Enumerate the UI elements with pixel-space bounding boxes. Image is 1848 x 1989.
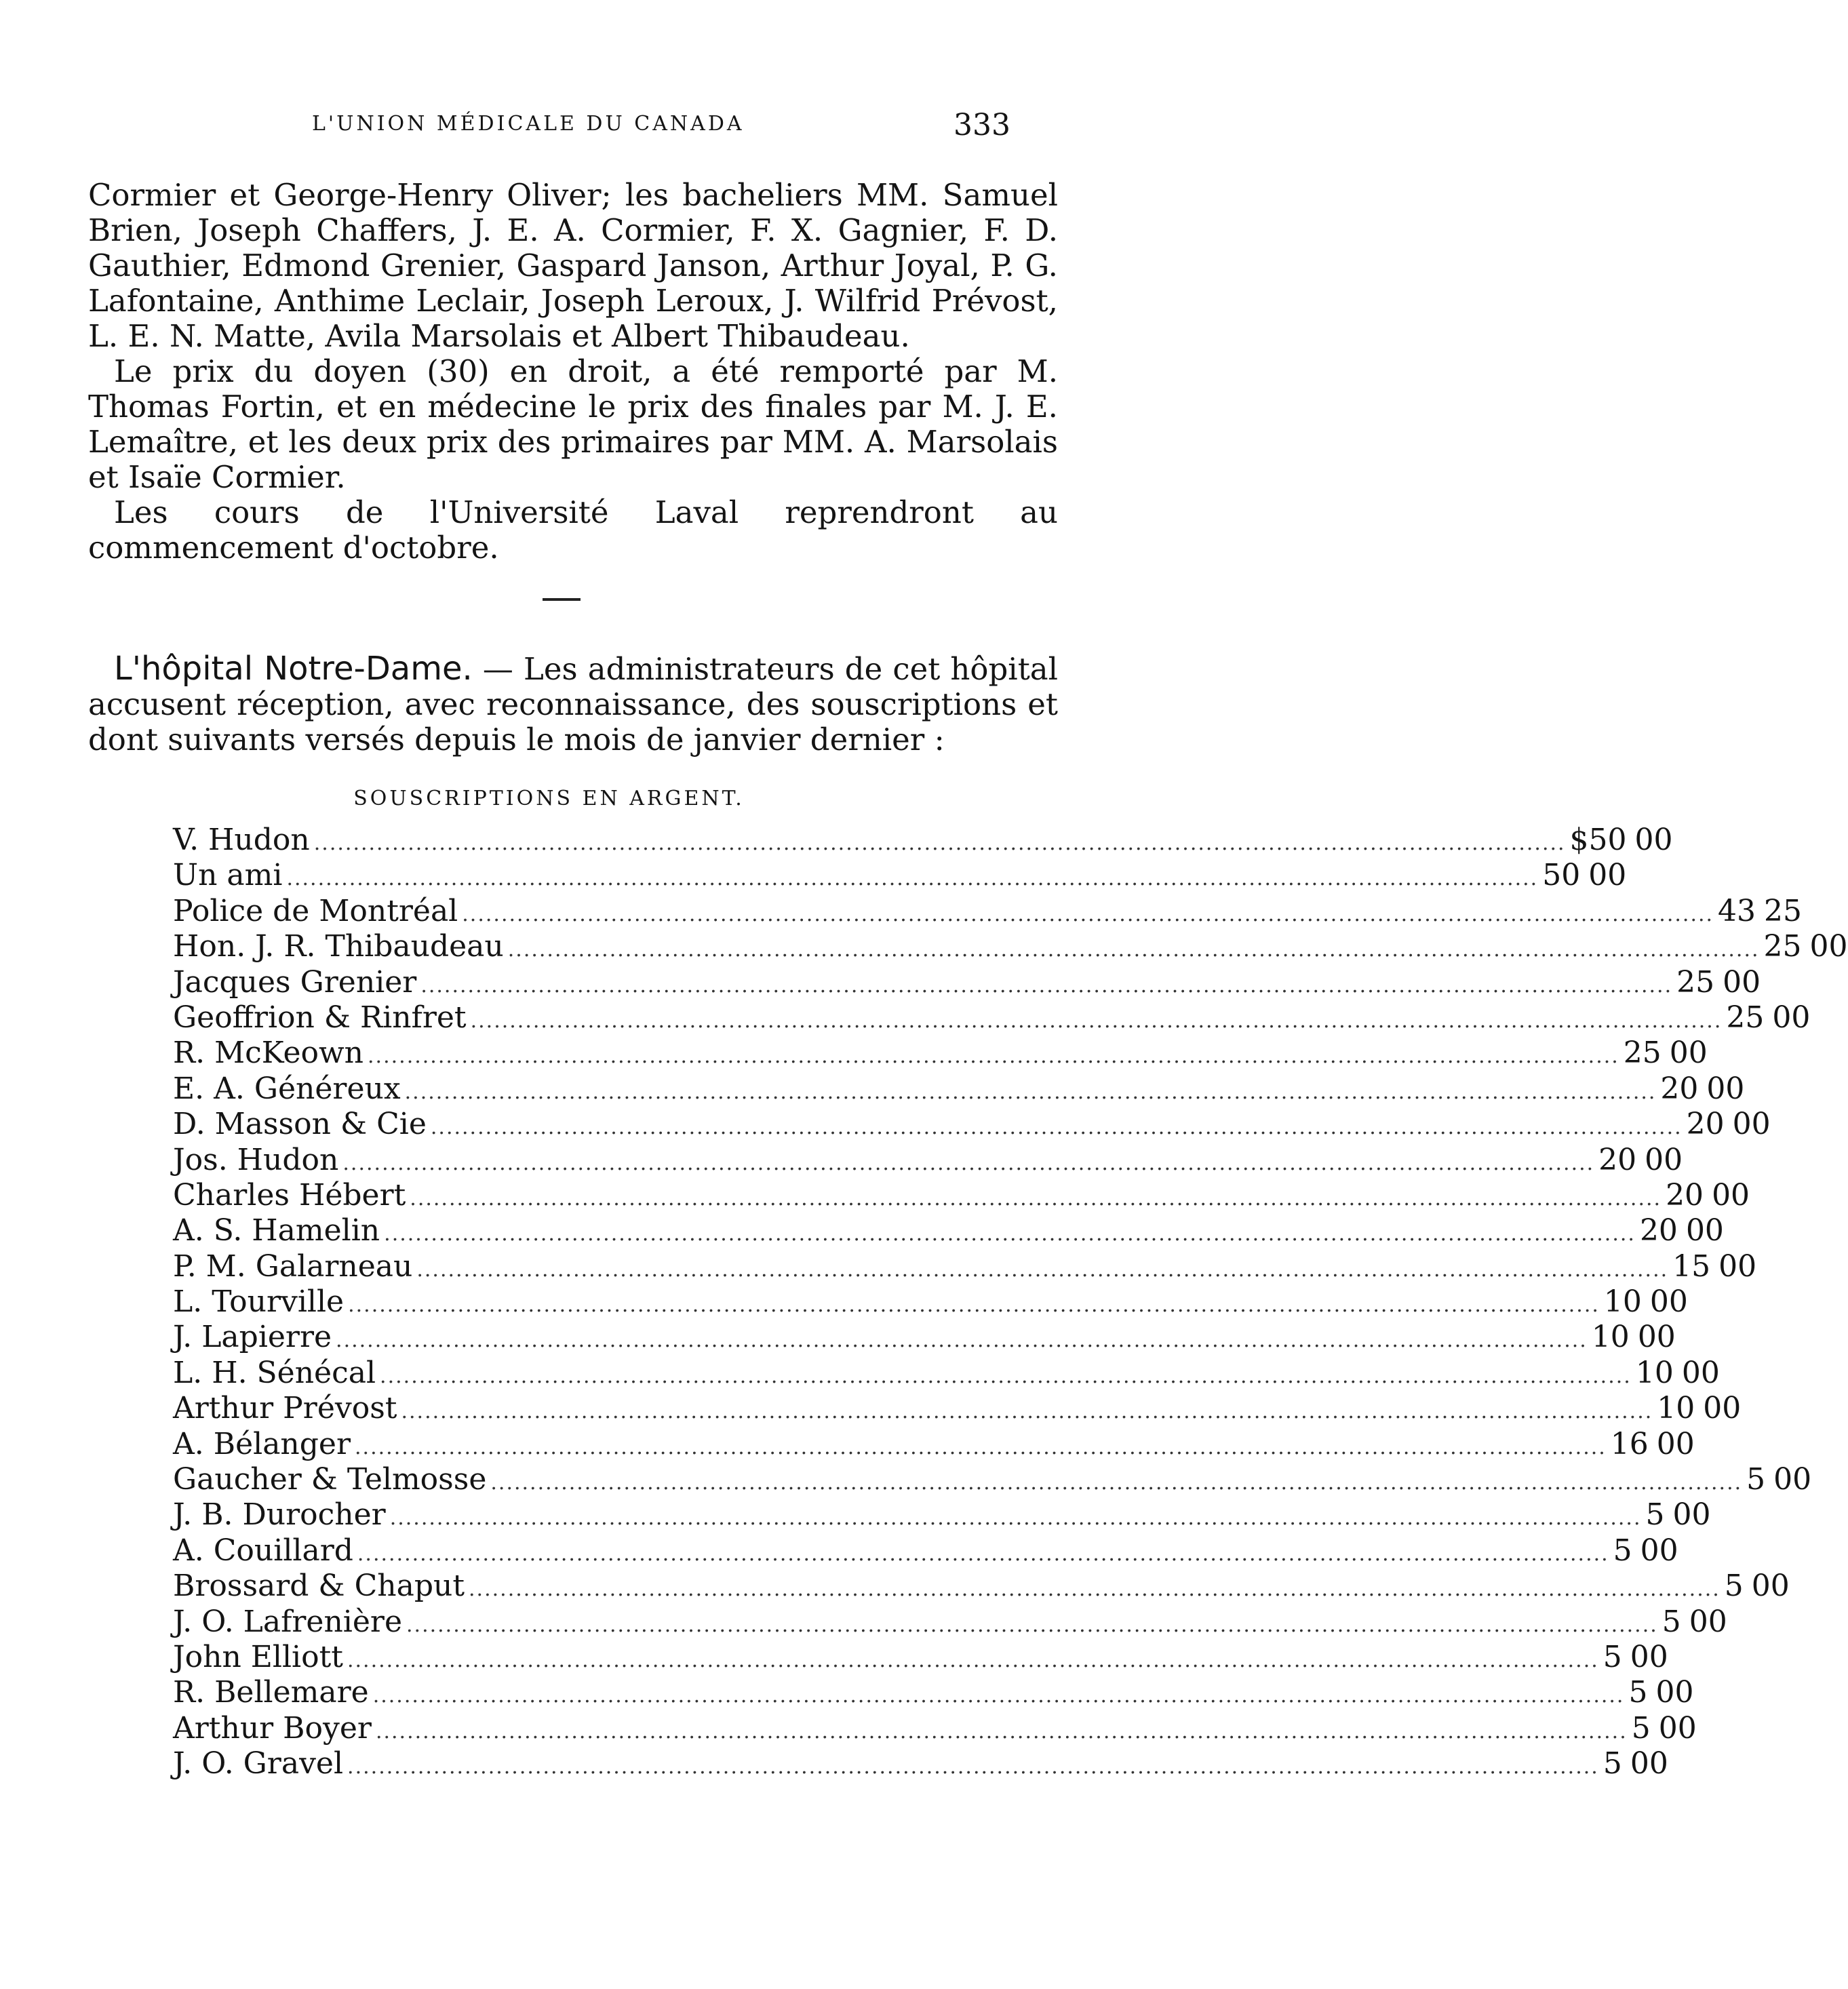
subscription-row	[173, 1426, 1695, 1462]
amount-cents: 00	[1681, 1355, 1720, 1390]
paragraph: Les cours de l'Université Laval reprendront au commencement d'octobre.	[88, 494, 1058, 566]
subscriber-name: E. A. Généreux	[173, 1071, 401, 1106]
amount-cents: 00	[1630, 1639, 1668, 1674]
amount-dollars: 10	[1603, 1284, 1642, 1320]
dot-leader: ................................................................................................................................................................	[410, 1186, 1662, 1210]
amount-cents: 00	[1718, 1248, 1757, 1284]
amount-dollars: 10	[1657, 1391, 1695, 1426]
subscription-row	[173, 893, 1803, 929]
amount-dollars: 25	[1623, 1036, 1662, 1071]
amount-dollars: 5	[1613, 1533, 1632, 1568]
subscription-row	[173, 1746, 1668, 1781]
paragraph: Cormier et George-Henry Oliver; les bacheliers MM. Samuel Brien, Joseph Chaffers, J. E. A. Cormier, F. X. Gagnier, F. D. Gauthier, Edmond Grenier, Gaspard Janson, Arthur Joyal, P. G. Lafontaine, Anthime Leclair, Joseph Leroux, J. Wilfrid Prévost, L. E. N. Matte, Avila Marsolais et Albert Thibaudeau.	[88, 177, 1058, 354]
subscriber-name: Arthur Prévost	[173, 1391, 397, 1426]
amount-cents: 00	[1640, 1533, 1678, 1568]
amount-cents: 00	[1685, 1213, 1724, 1248]
amount-dollars: 16	[1610, 1426, 1649, 1461]
subscriber-name: Brossard & Chaput	[173, 1569, 465, 1604]
dot-leader: ................................................................................................................................................................	[401, 1400, 1653, 1424]
amount-dollars: $50	[1569, 823, 1627, 857]
amount-cents: 00	[1672, 1497, 1711, 1533]
amount-dollars: 5	[1724, 1569, 1744, 1604]
subscription-row	[173, 1071, 1745, 1107]
amount-dollars: 5	[1662, 1604, 1681, 1639]
dot-leader: ................................................................................................................................................................	[462, 902, 1714, 926]
amount-cents: 25	[1764, 893, 1803, 928]
amount-cents: 00	[1645, 1142, 1683, 1177]
amount-dollars: 20	[1666, 1177, 1704, 1213]
dot-leader: ................................................................................................................................................................	[336, 1328, 1588, 1353]
subscriber-name: A. Bélanger	[173, 1426, 351, 1461]
amount-dollars: 25	[1763, 929, 1802, 964]
subscriber-name: Charles Hébert	[173, 1177, 406, 1213]
dot-leader: ................................................................................................................................................................	[389, 1506, 1642, 1531]
subscription-row	[173, 1000, 1811, 1036]
subscriber-name: L. Tourville	[173, 1284, 345, 1320]
dot-leader: ................................................................................................................................................................	[420, 973, 1673, 998]
running-header	[88, 108, 1010, 146]
dot-leader: ................................................................................................................................................................	[286, 867, 1539, 891]
subscription-row	[173, 1320, 1676, 1355]
dot-leader: ................................................................................................................................................................	[355, 1435, 1607, 1459]
subscription-row	[173, 858, 1627, 893]
subscriber-name: A. Couillard	[173, 1533, 353, 1568]
section-divider	[543, 598, 581, 601]
subscription-row	[173, 1355, 1720, 1391]
amount-dollars: 10	[1591, 1320, 1630, 1355]
amount-cents: 00	[1630, 1746, 1668, 1781]
amount-dollars: 25	[1676, 964, 1715, 1000]
subscriber-name: Un ami	[173, 858, 283, 893]
amount-dollars: 20	[1639, 1213, 1678, 1248]
hospital-section	[88, 651, 1058, 757]
amount-cents: 00	[1588, 858, 1627, 893]
amount-cents: 00	[1772, 1000, 1811, 1035]
subscription-row	[173, 1213, 1724, 1248]
dot-leader: ................................................................................................................................................................	[380, 1364, 1632, 1388]
subscriber-name: J. B. Durocher	[173, 1497, 386, 1533]
dot-leader: ................................................................................................................................................................	[490, 1471, 1743, 1495]
section-title: L'hôpital Notre-Dame.	[114, 650, 473, 688]
subscription-row	[173, 929, 1848, 964]
dot-leader: ................................................................................................................................................................	[507, 938, 1760, 962]
amount-dollars: 20	[1686, 1107, 1725, 1142]
subscription-row	[173, 1391, 1742, 1426]
amount-dollars: 5	[1628, 1675, 1648, 1710]
dot-leader: ................................................................................................................................................................	[470, 1008, 1723, 1033]
dot-leader: ................................................................................................................................................................	[430, 1116, 1683, 1140]
subscriber-name: J. O. Lafrenière	[173, 1604, 402, 1639]
amount-dollars: 43	[1718, 893, 1756, 928]
subscriber-name: Arthur Boyer	[173, 1710, 372, 1746]
dot-leader: ................................................................................................................................................................	[342, 1151, 1595, 1175]
subscriber-name: A. S. Hamelin	[173, 1213, 380, 1248]
journal-title: L'UNION MÉDICALE DU CANADA	[312, 112, 745, 136]
amount-cents: 00	[1751, 1569, 1790, 1604]
amount-cents: 00	[1669, 1036, 1708, 1071]
subscription-row	[173, 1107, 1771, 1142]
dot-leader: ................................................................................................................................................................	[404, 1080, 1657, 1104]
subscription-row	[173, 964, 1761, 1000]
paragraph: Le prix du doyen (30) en droit, a été remporté par M. Thomas Fortin, et en médecine le prix des finales par M. J. E. Lemaître, et les deux prix des primaires par MM. A. Marsolais et Isaïe Cormier.	[88, 353, 1058, 495]
amount-cents: 00	[1712, 1177, 1750, 1213]
amount-cents: 00	[1723, 964, 1761, 1000]
subscription-row	[173, 823, 1673, 858]
amount-cents: 00	[1773, 1462, 1812, 1497]
amount-dollars: 15	[1672, 1248, 1711, 1284]
section-text: — Les administrateurs de cet hôpital accusent réception, avec reconnaissance, des souscriptions et dont suivants versés depuis le mois de janvier dernier :	[88, 651, 1059, 757]
subscription-row	[173, 1284, 1688, 1320]
subscription-row	[173, 1142, 1683, 1178]
amount-cents: 00	[1655, 1675, 1694, 1710]
amount-dollars: 10	[1635, 1355, 1674, 1390]
subscription-row	[173, 1710, 1697, 1746]
subscriber-name: P. M. Galarneau	[173, 1248, 413, 1284]
subscriber-name: L. H. Sénécal	[173, 1355, 376, 1390]
subscription-row	[173, 1497, 1711, 1533]
subscriber-name: John Elliott	[173, 1639, 343, 1674]
dot-leader: ................................................................................................................................................................	[348, 1293, 1600, 1318]
amount-cents: 00	[1658, 1710, 1697, 1746]
amount-cents: 00	[1809, 929, 1848, 964]
subscription-row	[173, 1533, 1678, 1569]
subscriber-name: Geoffrion & Rinfret	[173, 1000, 467, 1035]
subscription-row	[173, 1036, 1708, 1071]
subscriber-name: Jos. Hudon	[173, 1142, 339, 1177]
amount-dollars: 20	[1598, 1142, 1637, 1177]
subscriber-name: V. Hudon	[173, 823, 310, 857]
amount-cents: 00	[1689, 1604, 1727, 1639]
amount-cents: 00	[1637, 1320, 1676, 1355]
amount-dollars: 5	[1746, 1462, 1766, 1497]
amount-cents: 00	[1634, 823, 1673, 857]
subscription-row	[173, 1248, 1757, 1284]
amount-cents: 00	[1732, 1107, 1771, 1142]
dot-leader: ................................................................................................................................................................	[347, 1755, 1599, 1779]
dot-leader: ................................................................................................................................................................	[347, 1648, 1599, 1672]
amount-dollars: 25	[1726, 1000, 1765, 1035]
subscriber-name: Hon. J. R. Thibaudeau	[173, 929, 504, 964]
subscription-list	[173, 823, 1848, 1782]
subscriber-name: Jacques Grenier	[173, 964, 417, 1000]
dot-leader: ................................................................................................................................................................	[384, 1222, 1636, 1246]
amount-dollars: 5	[1645, 1497, 1665, 1533]
subscription-row	[173, 1177, 1750, 1213]
amount-cents: 00	[1656, 1426, 1695, 1461]
subscriber-name: J. Lapierre	[173, 1320, 332, 1355]
dot-leader: ................................................................................................................................................................	[313, 831, 1566, 855]
subscription-row	[173, 1604, 1727, 1640]
page-number: 333	[954, 108, 1010, 142]
subscription-row	[173, 1639, 1668, 1675]
amount-dollars: 50	[1542, 858, 1581, 893]
subscriber-name: R. McKeown	[173, 1036, 364, 1071]
dot-leader: ................................................................................................................................................................	[368, 1044, 1619, 1069]
dot-leader: ................................................................................................................................................................	[357, 1541, 1609, 1566]
subscription-row	[173, 1462, 1812, 1497]
subscription-row	[173, 1675, 1694, 1710]
subscriber-name: J. O. Gravel	[173, 1746, 344, 1781]
amount-dollars: 5	[1603, 1746, 1622, 1781]
amount-cents: 00	[1703, 1391, 1742, 1426]
dot-leader: ................................................................................................................................................................	[406, 1613, 1658, 1637]
amount-cents: 00	[1706, 1071, 1745, 1106]
dot-leader: ................................................................................................................................................................	[469, 1577, 1721, 1602]
amount-dollars: 20	[1660, 1071, 1699, 1106]
amount-cents: 00	[1649, 1284, 1688, 1320]
amount-dollars: 5	[1631, 1710, 1651, 1746]
list-heading: SOUSCRIPTIONS EN ARGENT.	[353, 787, 745, 810]
body-text	[88, 178, 1058, 566]
dot-leader: ................................................................................................................................................................	[416, 1257, 1669, 1282]
subscriber-name: Gaucher & Telmosse	[173, 1462, 487, 1497]
dot-leader: ................................................................................................................................................................	[372, 1684, 1625, 1708]
dot-leader: ................................................................................................................................................................	[375, 1719, 1628, 1744]
amount-dollars: 5	[1603, 1639, 1622, 1674]
subscription-row	[173, 1569, 1790, 1604]
subscriber-name: Police de Montréal	[173, 893, 458, 928]
subscriber-name: R. Bellemare	[173, 1675, 369, 1710]
subscriber-name: D. Masson & Cie	[173, 1107, 427, 1142]
